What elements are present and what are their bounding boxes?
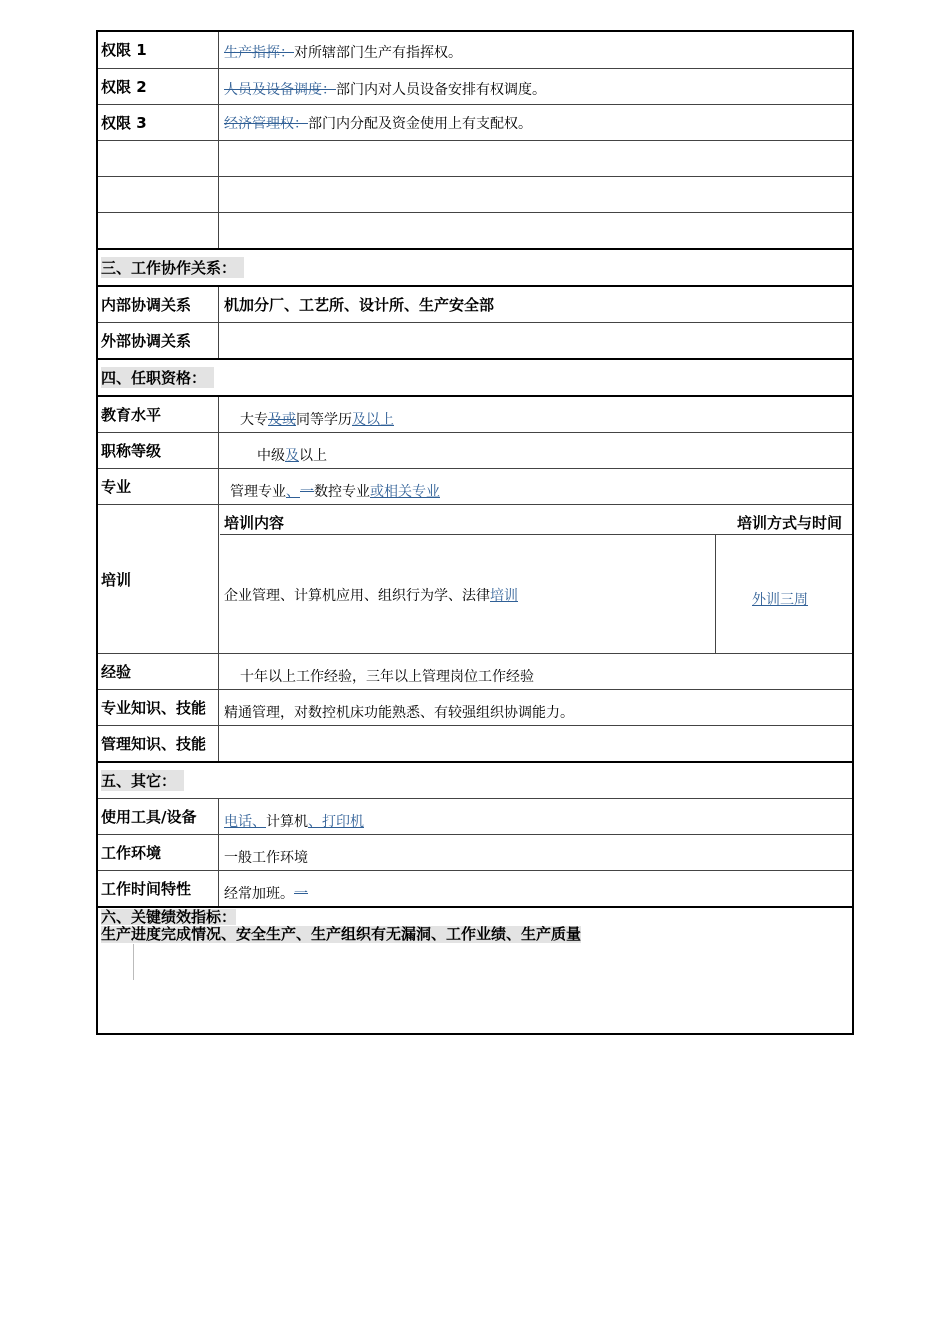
- management-skills-label: 管理知识、技能: [98, 726, 219, 761]
- work-time-text: 经常加班。: [224, 886, 294, 902]
- kpi-divider-mark: [133, 944, 134, 980]
- empty-row-3: [98, 213, 852, 250]
- internal-coordination-value: 机加分厂、工艺所、设计所、生产安全部: [224, 296, 495, 314]
- title-level-text-b: 及: [285, 448, 299, 464]
- skills-row: [98, 690, 852, 726]
- authority-label-3: 权限 3: [98, 105, 219, 140]
- authority-label-1: 权限 1: [98, 32, 219, 68]
- major-label: 专业: [98, 469, 219, 504]
- title-level-value: [220, 433, 852, 468]
- section-3-title: 三、工作协作关系：: [101, 257, 244, 278]
- experience-row: [98, 654, 852, 690]
- external-coordination-label: 外部协调关系: [98, 323, 219, 358]
- external-coordination-value: [220, 323, 852, 358]
- major-row: [98, 469, 852, 505]
- authority-text-3: 部门内分配及资金使用上有支配权。: [308, 116, 532, 132]
- training-content-header: 培训内容: [224, 514, 285, 532]
- empty-row-1: [98, 141, 852, 177]
- training-column-divider: [715, 535, 716, 653]
- education-text-c: 同等学历: [296, 412, 352, 428]
- authority-text-2: 部门内对人员设备安排有权调度。: [336, 82, 546, 98]
- authority-row-3: [98, 105, 852, 141]
- authority-row-2: [98, 69, 852, 105]
- tools-text-b: 计算机: [266, 814, 308, 830]
- external-coordination-row: [98, 323, 852, 360]
- section-3-header: [98, 250, 852, 287]
- empty-label-1: [98, 141, 219, 176]
- section-4-header: [98, 360, 852, 397]
- major-value: 管理专业、一数控专业或相关专业: [230, 484, 440, 500]
- kpi-section: [98, 908, 852, 1033]
- education-text-a: 大专: [240, 412, 268, 428]
- training-header: [220, 505, 852, 535]
- authority-value-2: [220, 69, 852, 104]
- authority-struck-3: 经济管理权：: [224, 116, 308, 132]
- tools-text-c: 、打印机: [308, 814, 364, 830]
- work-time-value: 经常加班。一: [224, 886, 308, 902]
- training-content: [224, 585, 518, 605]
- section-5-title: 五、其它：: [101, 770, 184, 791]
- training-method: 外训三周: [752, 592, 808, 608]
- education-value: [220, 397, 852, 432]
- education-text-b: 及或: [268, 412, 296, 428]
- empty-label-3: [98, 213, 219, 248]
- tools-value: [220, 799, 852, 834]
- management-skills-value: [220, 726, 852, 761]
- section-6-title: 六、关键绩效指标：: [101, 908, 237, 926]
- section-5-header: [98, 763, 852, 799]
- work-time-row: [98, 871, 852, 908]
- tools-row: [98, 799, 852, 835]
- work-time-label: 工作时间特性: [98, 871, 219, 906]
- skills-value: 精通管理，对数控机床功能熟悉、有较强组织协调能力。: [224, 705, 574, 721]
- internal-coordination-label: 内部协调关系: [98, 287, 219, 322]
- authority-struck-2: 人员及设备调度：: [224, 82, 336, 98]
- title-level-label: 职称等级: [98, 433, 219, 468]
- major-text-a: 管理专业: [230, 484, 286, 500]
- tools-text-a: 电话、: [224, 814, 266, 830]
- authority-value-1: [220, 32, 852, 68]
- training-method-header: 培训方式与时间: [736, 514, 842, 532]
- tools-label: 使用工具/设备: [98, 799, 219, 834]
- authority-text-1: 对所辖部门生产有指挥权。: [294, 45, 462, 61]
- internal-coordination-row: [98, 287, 852, 323]
- authority-value-3: [220, 105, 852, 140]
- skills-label: 专业知识、技能: [98, 690, 219, 725]
- kpi-text: 生产进度完成情况、安全生产、生产组织有无漏洞、工作业绩、生产质量: [101, 925, 582, 943]
- section-4-title: 四、任职资格：: [101, 367, 214, 388]
- major-text-d: 或相关专业: [370, 484, 440, 500]
- management-skills-row: [98, 726, 852, 763]
- authority-struck-1: 生产指挥：: [224, 45, 294, 61]
- empty-label-2: [98, 177, 219, 212]
- education-text-d: 及以上: [352, 412, 394, 428]
- environment-label: 工作环境: [98, 835, 219, 870]
- job-description-table: [96, 30, 854, 1035]
- title-level-row: [98, 433, 852, 469]
- empty-row-2: [98, 177, 852, 213]
- education-row: [98, 397, 852, 433]
- education-label: 教育水平: [98, 397, 219, 432]
- training-content-text: 企业管理、计算机应用、组织行为学、法律: [224, 588, 490, 604]
- training-content-revision: 培训: [490, 588, 518, 604]
- environment-row: [98, 835, 852, 871]
- title-level-text-a: 中级: [257, 448, 285, 464]
- major-text-c: 数控专业: [314, 484, 370, 500]
- authority-row-1: [98, 32, 852, 69]
- training-label: 培训: [98, 505, 219, 653]
- training-row: [98, 505, 852, 654]
- major-text-b: 、: [286, 484, 300, 500]
- title-level-text-c: 以上: [299, 448, 327, 464]
- experience-label: 经验: [98, 654, 219, 689]
- authority-label-2: 权限 2: [98, 69, 219, 104]
- environment-value: 一般工作环境: [224, 850, 308, 866]
- experience-value: 十年以上工作经验，三年以上管理岗位工作经验: [240, 669, 534, 685]
